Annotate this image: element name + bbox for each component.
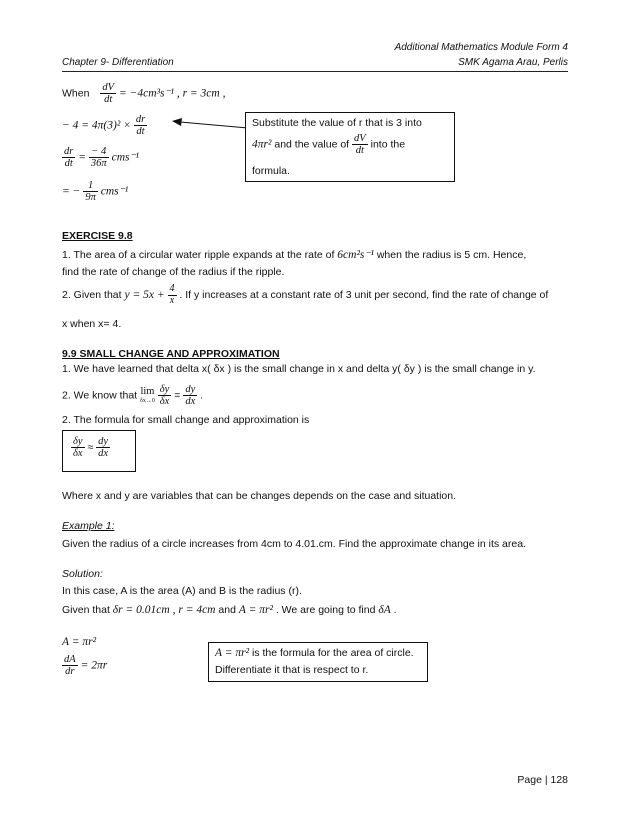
derivative-line: $\frac{dA}{dr}$ = 2πr	[64, 654, 108, 678]
section-p2: 2. We know that lim δx→0 $\frac{\delta y}{\delta x}$ = $\frac{dy}{dx}$ .	[62, 384, 204, 408]
callout1-line2: 4πr² and the value of $\frac{dV}{dt}$ into the	[252, 133, 406, 157]
line3-rhs-fraction: $\frac{- 4}{36\pi}$	[90, 146, 107, 170]
section-p1: 1. We have learned that delta x( δx ) is the small change in x and delta y( δy ) is the small change in y.	[62, 363, 536, 375]
section-title: 9.9 SMALL CHANGE AND APPROXIMATION	[62, 348, 280, 360]
line3-unit: cms⁻¹	[111, 151, 139, 164]
dr-dt-fraction: $\frac{dr}{dt}$	[135, 114, 146, 138]
dv-dt-fraction: $\frac{dV}{dt}$	[102, 82, 115, 106]
example-text: Given the radius of a circle increases from 4cm to 4.01.cm. Find the approximate change in its area.	[62, 538, 526, 550]
solution-line-4: = − $\frac{1}{9\pi}$ cms⁻¹	[62, 180, 129, 204]
solution-line-2	[62, 114, 147, 137]
callout1-line1: Substitute the value of r that is 3 into	[252, 117, 422, 129]
header-school: SMK Agama Arau, Perlis	[458, 57, 568, 68]
area-formula: A = πr²	[62, 636, 97, 648]
limit-symbol: lim δx→0	[140, 386, 155, 404]
exercise-q1-line2: find the rate of change of the radius if the ripple.	[62, 266, 285, 278]
section-p3: 2. The formula for small change and approximation is	[62, 414, 310, 426]
section-p4: Where x and y are variables that can be changes depends on the case and situation.	[62, 490, 457, 502]
approximation-box: $\frac{\delta y}{\delta x}$ ≈ $\frac{dy}{dx}$	[62, 430, 136, 472]
header-rule	[62, 71, 568, 72]
header-module-title: Additional Mathematics Module Form 4	[394, 42, 568, 53]
header-chapter: Chapter 9- Differentiation	[62, 57, 174, 68]
solution-line-b: Given that δr = 0.01cm , r = 4cm and A = πr² . We are going to find δA .	[62, 604, 397, 616]
line2-lhs: − 4 = 4π(3)² ×	[62, 119, 131, 132]
example-title: Example 1:	[62, 520, 115, 532]
page-number: Page | 128	[517, 774, 568, 786]
solution-line-a: In this case, A is the area (A) and B is the radius (r).	[62, 585, 302, 597]
exercise-q2-line2: x when x= 4.	[62, 318, 122, 330]
when-word: When	[62, 87, 90, 100]
exercise-q1-line1: 1. The area of a circular water ripple expands at the rate of 6cm²s⁻¹ when the radius is 5 cm. Hence,	[62, 249, 527, 261]
line4-unit: cms⁻¹	[100, 185, 129, 198]
q2-fraction: $\frac{4}{x}$	[169, 283, 175, 306]
exercise-q2-line1: 2. Given that y = 5x + $\frac{4}{x}$ . If y increases at a constant rate of 3 unit per second, find the rate of change of	[62, 283, 549, 306]
line3-lhs-fraction: $\frac{dr}{dt}$	[64, 146, 74, 170]
solution-line-1	[62, 82, 225, 105]
area-formula-callout: A = πr² is the formula for the area of circle. Differentiate it that is respect to r.	[208, 642, 428, 682]
given-rhs: = −4cm³s⁻¹ , r = 3cm ,	[118, 87, 226, 100]
solution-line-3: $\frac{dr}{dt}$ = $\frac{- 4}{36\pi}$ cms⁻¹	[64, 146, 139, 170]
line4-fraction: $\frac{1}{9\pi}$	[85, 180, 96, 204]
exercise-title: EXERCISE 9.8	[62, 230, 133, 242]
arrow-icon	[170, 116, 250, 136]
callout1-line3: formula.	[252, 165, 290, 177]
solution-title: Solution:	[62, 568, 103, 580]
substitute-callout	[245, 112, 455, 182]
